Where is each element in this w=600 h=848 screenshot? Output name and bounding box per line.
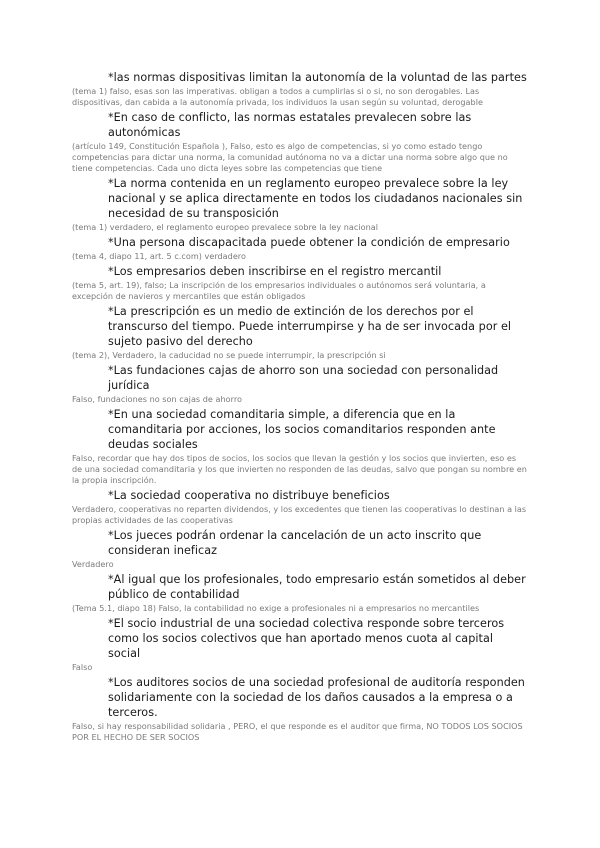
answer-text: (tema 1) verdadero, el reglamento europeo prevalece sobre la ley nacional [72,222,379,232]
question-text: *Las fundaciones cajas de ahorro son una sociedad con personalidad jurídica [108,364,499,392]
question-text: *La prescripción es un medio de extinción de los derechos por el transcurso del tiempo. Puede interrumpirse y ha de ser invocada por el sujeto pasivo del derecho [108,305,512,348]
question-text: *Al igual que los profesionales, todo empresario están sometidos al deber público de contabilidad [108,573,526,601]
answer-text: (tema 1) falso, esas son las imperativas. obligan a todos a cumplirlas si o si, no son derogables. Las dispositivas, dan cabida a la autonomía privada, los individuos la usan según su voluntad, derogable [72,86,483,107]
answer-text: Verdadero [72,559,114,569]
question-item [72,70,528,108]
question-list [72,70,528,745]
answer-text: (tema 5, art. 19), falso; La inscripción de los empresarios individuales o autónomos será voluntaria, a excepción de navieros y mercantiles que están obligados [72,280,486,301]
question-text: *El socio industrial de una sociedad colectiva responde sobre terceros como los socios colectivos que han aportado menos cuota al capital social [108,617,505,660]
question-item [72,264,528,302]
question-text: *las normas dispositivas limitan la autonomía de la voluntad de las partes [108,71,527,84]
answer-text: (tema 4, diapo 11, art. 5 c.com) verdadero [72,251,246,261]
answer-text: (artículo 149, Constitución Española ), Falso, esto es algo de competencias, si yo como estado tengo competencias para dictar una norma, la comunidad autónoma no va a dictar una norma sobre algo que no tiene competencias. Cada uno dicta leyes sobre las competencias que tiene [72,141,508,173]
answer-text: Falso [72,662,93,672]
question-item [72,572,528,614]
question-item [72,304,528,361]
question-item [72,407,528,486]
question-text: *En caso de conflicto, las normas estatales prevalecen sobre las autonómicas [108,111,472,139]
answer-text: (Tema 5.1, diapo 18) Falso, la contabilidad no exige a profesionales ni a empresarios no mercantiles [72,603,480,613]
question-text: *En una sociedad comanditaria simple, a diferencia que en la comanditaria por acciones, los socios comanditarios responden ante deudas sociales [108,408,496,451]
question-item [72,675,528,743]
question-text: *Los auditores socios de una sociedad profesional de auditoría responden solidariamente con la sociedad de los daños causados a la empresa o a terceros. [108,676,525,719]
answer-text: Falso, fundaciones no son cajas de ahorro [72,394,242,404]
question-item [72,110,528,174]
question-item [72,363,528,405]
question-text: *Una persona discapacitada puede obtener la condición de empresario [108,236,510,249]
answer-text: Falso, recordar que hay dos tipos de socios, los socios que llevan la gestión y los socios que invierten, eso es de una sociedad comanditaria y los que invierten no responden de las deudas, salvo que pongan su nombre en la propia inscripción. [72,453,527,485]
question-item [72,235,528,262]
question-item [72,176,528,233]
answer-text: Verdadero, cooperativas no reparten dividendos, y los excedentes que tienen las cooperativas lo destinan a las propias actividades de las cooperativas [72,504,527,525]
question-text: *La norma contenida en un reglamento europeo prevalece sobre la ley nacional y se aplica directamente en todos los ciudadanos nacionales sin necesidad de su transposición [108,177,523,220]
question-text: *Los jueces podrán ordenar la cancelación de un acto inscrito que consideran ineficaz [108,529,482,557]
answer-text: Falso, si hay responsabilidad solidaria , PERO, el que responde es el auditor que firma, NO TODOS LOS SOCIOS POR EL HECHO DE SER SOCIOS [72,721,523,742]
question-item [72,616,528,673]
answer-text: (tema 2), Verdadero, la caducidad no se puede interrumpir, la prescripción si [72,350,386,360]
question-text: *La sociedad cooperativa no distribuye beneficios [108,489,390,502]
question-item [72,488,528,526]
question-text: *Los empresarios deben inscribirse en el registro mercantil [108,265,442,278]
question-item [72,528,528,570]
